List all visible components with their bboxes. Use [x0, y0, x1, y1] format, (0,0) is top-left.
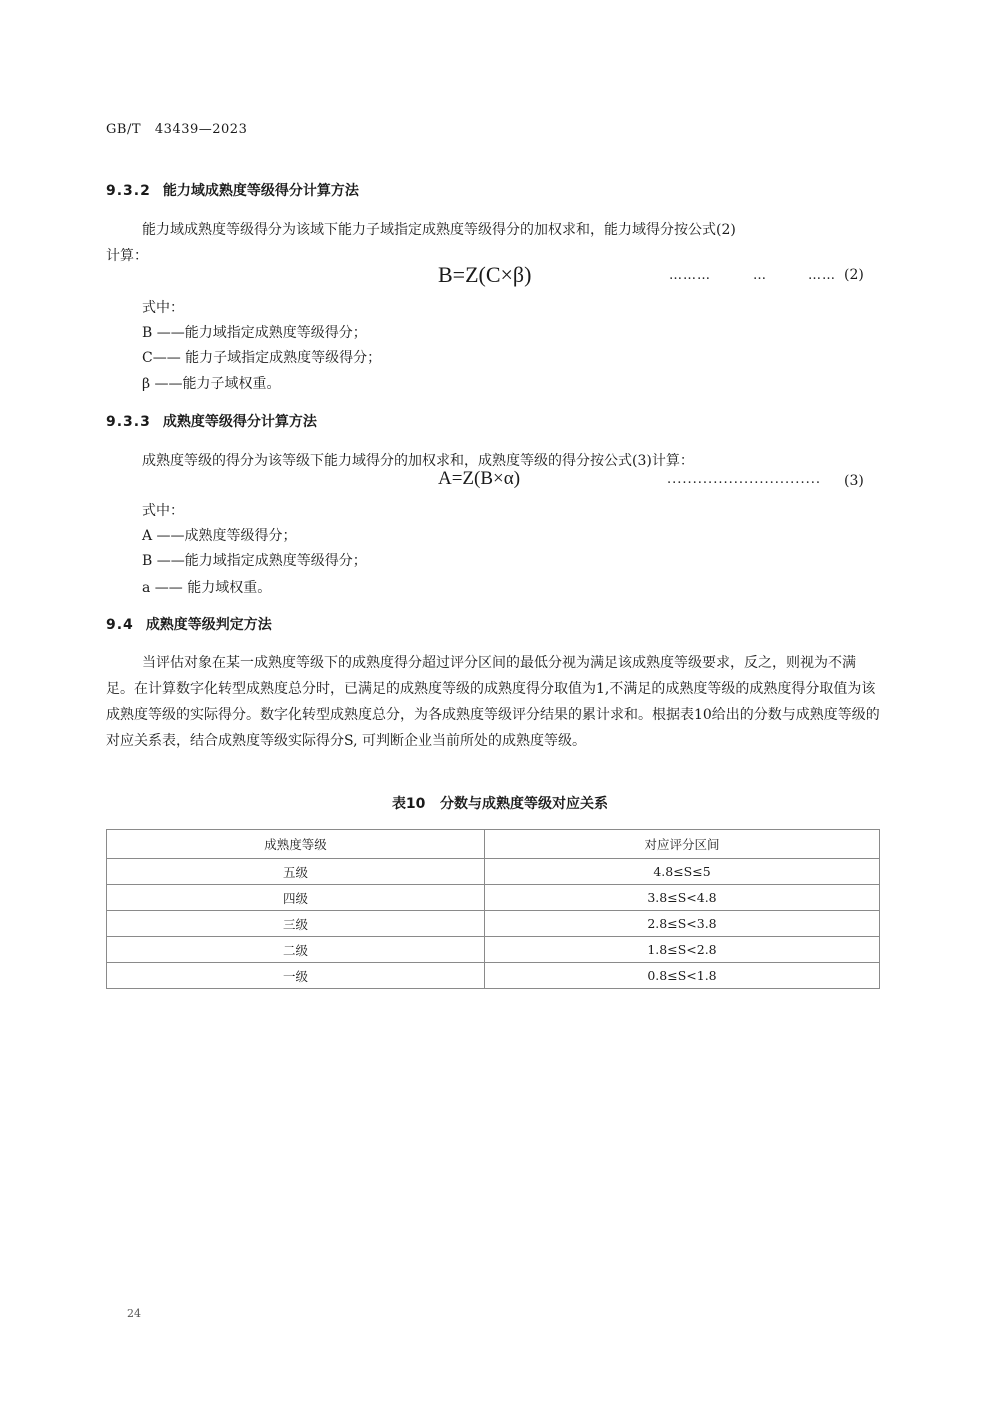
table-row [107, 885, 880, 911]
section-number: 9.3.3 [106, 414, 151, 430]
formula-2: B=Z(C×β) [438, 262, 532, 287]
section-number: 9.4 [106, 617, 134, 633]
section-9-4-paragraph [106, 650, 882, 754]
level-cell: 五级 [107, 859, 485, 885]
standard-number: 43439—2023 [154, 122, 248, 137]
level-cell: 二级 [107, 937, 485, 963]
level-cell: 三级 [107, 911, 485, 937]
level-cell: 一级 [107, 963, 485, 989]
range-cell: 4.8≤S≤5 [485, 859, 880, 885]
definition-item: β ——能力子域权重。 [142, 376, 281, 392]
section-9-3-3-heading [106, 411, 317, 431]
leader-dots: … [753, 268, 767, 283]
paragraph-line: 计算： [106, 248, 148, 264]
header-cell-level: 成熟度等级 [107, 830, 485, 859]
level-cell: 四级 [107, 885, 485, 911]
page-header [106, 122, 247, 137]
page-number: 24 [127, 1307, 141, 1320]
table-title: 分数与成熟度等级对应关系 [440, 796, 609, 812]
definition-item: a —— 能力域权重。 [142, 580, 272, 596]
range-cell: 2.8≤S<3.8 [485, 911, 880, 937]
equation-number: (2) [844, 267, 864, 283]
table-row [107, 859, 880, 885]
leader-dots: .............................. [667, 472, 821, 487]
table-header-row [107, 830, 880, 859]
range-cell: 0.8≤S<1.8 [485, 963, 880, 989]
table-row [107, 963, 880, 989]
table-row [107, 911, 880, 937]
leader-dots: ……… [669, 268, 711, 283]
where-label: 式中： [142, 503, 184, 519]
definition-item: B ——能力域指定成熟度等级得分； [142, 553, 367, 569]
section-number: 9.3.2 [106, 183, 151, 199]
table-caption [0, 793, 1000, 813]
range-cell: 1.8≤S<2.8 [485, 937, 880, 963]
header-cell-range: 对应评分区间 [485, 830, 880, 859]
paragraph-line: 成熟度等级的得分为该等级下能力域得分的加权求和，成熟度等级的得分按公式(3)计算： [142, 453, 694, 469]
definition-item: C—— 能力子域指定成熟度等级得分； [142, 350, 382, 366]
table-row [107, 937, 880, 963]
section-9-4-heading [106, 614, 272, 634]
section-title: 成熟度等级判定方法 [145, 617, 272, 633]
table-number: 表10 [391, 796, 426, 812]
formula-3: A=Z(B×α) [438, 468, 521, 489]
score-level-table [106, 829, 880, 989]
range-cell: 3.8≤S<4.8 [485, 885, 880, 911]
section-title: 能力域成熟度等级得分计算方法 [162, 183, 359, 199]
leader-dots: …… [808, 268, 836, 283]
equation-number: (3) [844, 473, 864, 489]
paragraph-text: 当评估对象在某一成熟度等级下的成熟度得分超过评分区间的最低分视为满足该成熟度等级要求，反之，则视为不满足。在计算数字化转型成熟度总分时，已满足的成熟度等级的成熟度得分取值为1,不满足的成熟度等级的成熟度得分取值为该成熟度等级的实际得分。数字化转型成熟度总分，为各成熟度等级评分结果的累计求和。根据表10给出的分数与成熟度等级的对应关系表，结合成熟度等级实际得分S, 可判断企业当前所处的成熟度等级。 [106, 655, 880, 749]
where-label: 式中： [142, 300, 184, 316]
section-title: 成熟度等级得分计算方法 [162, 414, 317, 430]
standard-code: GB/T [106, 122, 141, 137]
paragraph-line: 能力域成熟度等级得分为该域下能力子域指定成熟度等级得分的加权求和，能力域得分按公式(2) [142, 222, 736, 238]
definition-item: A ——成熟度等级得分； [142, 528, 297, 544]
section-9-3-2-heading [106, 180, 359, 200]
definition-item: B ——能力域指定成熟度等级得分； [142, 325, 367, 341]
